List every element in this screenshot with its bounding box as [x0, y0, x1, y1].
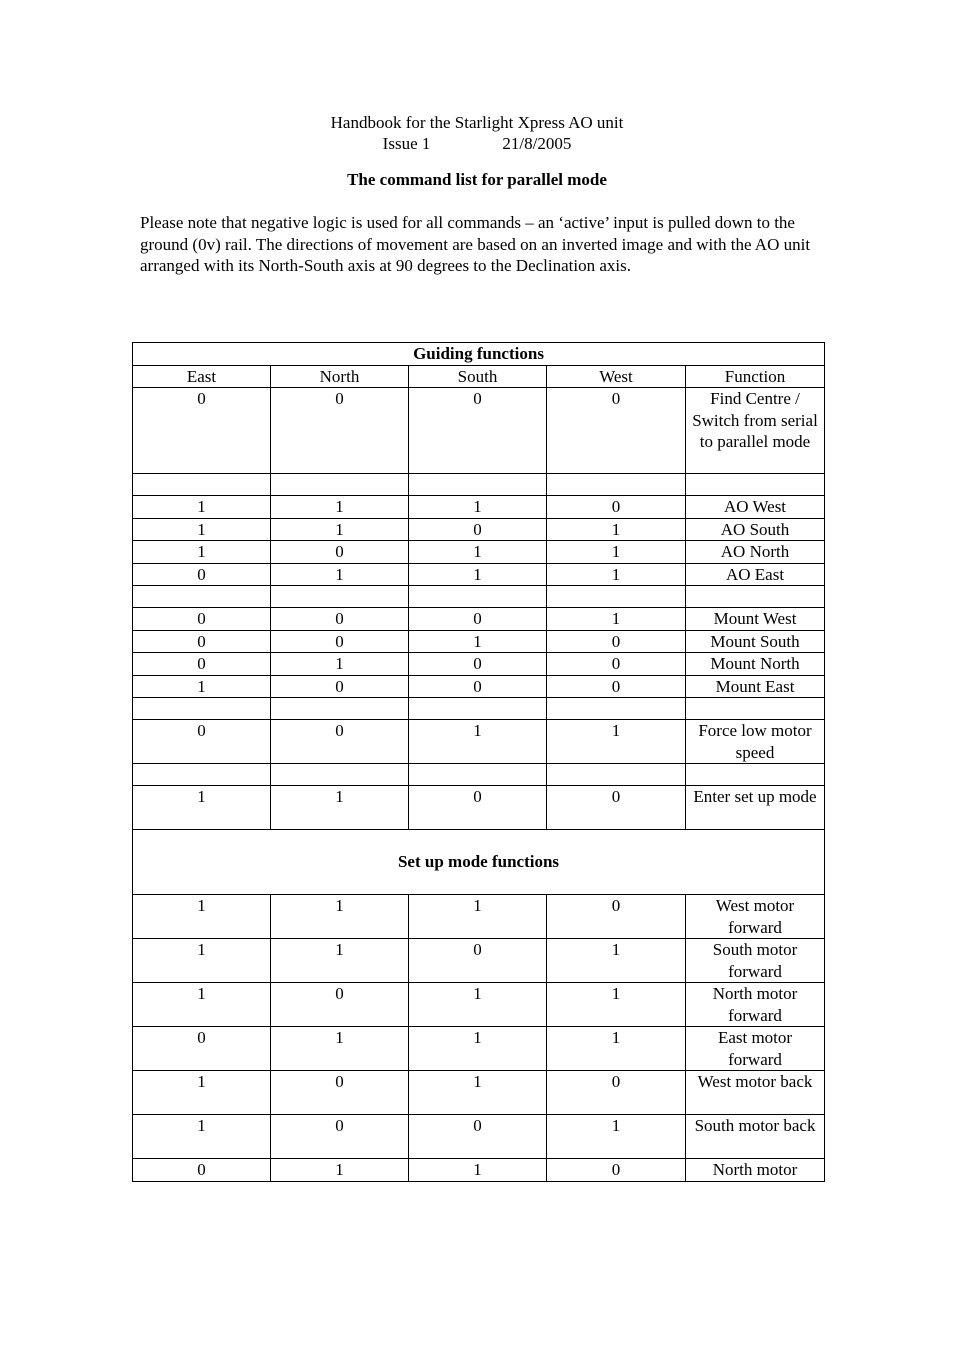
cell-south: 0 — [409, 388, 547, 474]
cell-south: 0 — [409, 786, 547, 830]
table-row — [133, 653, 825, 676]
cell-function: Mount East — [686, 675, 825, 698]
issue-date: 21/8/2005 — [502, 134, 572, 153]
cell-east: 0 — [133, 720, 271, 764]
cell-west — [547, 586, 686, 608]
cell-south: 1 — [409, 541, 547, 564]
column-header-south: South — [409, 365, 547, 388]
cell-east — [133, 586, 271, 608]
table-row — [133, 983, 825, 1027]
setup-functions-title: Set up mode functions — [133, 830, 825, 895]
issue-line — [0, 134, 954, 154]
cell-function: Find Centre / Switch from serial to parallel mode — [686, 388, 825, 474]
cell-function: North motor — [686, 1159, 825, 1182]
cell-north: 1 — [271, 496, 409, 519]
cell-west: 1 — [547, 1115, 686, 1159]
table-row — [133, 675, 825, 698]
cell-east: 0 — [133, 563, 271, 586]
column-header-function: Function — [686, 365, 825, 388]
cell-east — [133, 474, 271, 496]
table-row — [133, 1027, 825, 1071]
cell-north: 0 — [271, 388, 409, 474]
cell-west — [547, 764, 686, 786]
cell-east: 1 — [133, 983, 271, 1027]
cell-north: 0 — [271, 720, 409, 764]
cell-function: West motor back — [686, 1071, 825, 1115]
cell-north: 1 — [271, 1159, 409, 1182]
document-title: Handbook for the Starlight Xpress AO unit — [330, 113, 624, 132]
cell-east: 0 — [133, 608, 271, 631]
cell-function: Force low motor speed — [686, 720, 825, 764]
cell-north: 1 — [271, 939, 409, 983]
cell-south: 0 — [409, 1115, 547, 1159]
cell-east: 1 — [133, 1115, 271, 1159]
cell-north — [271, 764, 409, 786]
cell-east: 0 — [133, 630, 271, 653]
cell-east: 0 — [133, 388, 271, 474]
cell-function: Mount South — [686, 630, 825, 653]
cell-south: 1 — [409, 630, 547, 653]
column-header-east: East — [133, 365, 271, 388]
cell-south: 0 — [409, 675, 547, 698]
cell-north — [271, 474, 409, 496]
cell-north: 0 — [271, 1071, 409, 1115]
cell-east: 1 — [133, 675, 271, 698]
table-row — [133, 474, 825, 496]
cell-function: South motor back — [686, 1115, 825, 1159]
cell-east: 1 — [133, 541, 271, 564]
cell-function — [686, 698, 825, 720]
header-row — [133, 365, 825, 388]
cell-function: AO West — [686, 496, 825, 519]
cell-east — [133, 698, 271, 720]
cell-function: North motor forward — [686, 983, 825, 1027]
cell-north: 0 — [271, 541, 409, 564]
table-row — [133, 1159, 825, 1182]
cell-function: West motor forward — [686, 895, 825, 939]
cell-west: 0 — [547, 630, 686, 653]
cell-east: 1 — [133, 1071, 271, 1115]
cell-south: 1 — [409, 496, 547, 519]
cell-function: AO South — [686, 518, 825, 541]
cell-function: South motor forward — [686, 939, 825, 983]
cell-south: 1 — [409, 983, 547, 1027]
table-row — [133, 895, 825, 939]
cell-west: 1 — [547, 939, 686, 983]
column-header-west: West — [547, 365, 686, 388]
cell-north — [271, 586, 409, 608]
table-row — [133, 630, 825, 653]
cell-function — [686, 474, 825, 496]
cell-south: 1 — [409, 563, 547, 586]
cell-south: 0 — [409, 608, 547, 631]
guiding-functions-title-row — [133, 343, 825, 366]
cell-west: 0 — [547, 1159, 686, 1182]
table-row — [133, 764, 825, 786]
cell-south: 1 — [409, 1027, 547, 1071]
cell-west: 0 — [547, 786, 686, 830]
cell-function — [686, 586, 825, 608]
cell-east — [133, 764, 271, 786]
cell-function — [686, 764, 825, 786]
cell-west: 0 — [547, 895, 686, 939]
cell-north: 0 — [271, 983, 409, 1027]
cell-north: 0 — [271, 675, 409, 698]
table-row — [133, 586, 825, 608]
cell-south: 0 — [409, 653, 547, 676]
cell-west: 0 — [547, 653, 686, 676]
cell-function: Mount West — [686, 608, 825, 631]
cell-west: 1 — [547, 720, 686, 764]
cell-west — [547, 698, 686, 720]
cell-north: 1 — [271, 895, 409, 939]
cell-south: 1 — [409, 1159, 547, 1182]
table-row — [133, 518, 825, 541]
guiding-functions-title: Guiding functions — [133, 343, 825, 366]
command-table — [132, 342, 825, 1182]
section-heading: The command list for parallel mode — [347, 170, 607, 189]
table-row — [133, 388, 825, 474]
cell-south: 0 — [409, 518, 547, 541]
cell-function: Mount North — [686, 653, 825, 676]
table-row — [133, 1071, 825, 1115]
cell-south: 1 — [409, 895, 547, 939]
cell-south: 0 — [409, 939, 547, 983]
table-row — [133, 698, 825, 720]
table-row — [133, 939, 825, 983]
cell-west: 0 — [547, 1071, 686, 1115]
table-row — [133, 496, 825, 519]
table-row — [133, 608, 825, 631]
cell-north: 1 — [271, 563, 409, 586]
cell-south — [409, 698, 547, 720]
cell-north: 0 — [271, 608, 409, 631]
cell-north: 1 — [271, 518, 409, 541]
column-header-north: North — [271, 365, 409, 388]
cell-south — [409, 764, 547, 786]
cell-west: 1 — [547, 518, 686, 541]
cell-east: 0 — [133, 1027, 271, 1071]
cell-west: 0 — [547, 675, 686, 698]
cell-south — [409, 474, 547, 496]
table-row — [133, 563, 825, 586]
cell-west: 1 — [547, 563, 686, 586]
cell-north: 0 — [271, 1115, 409, 1159]
cell-north — [271, 698, 409, 720]
cell-south — [409, 586, 547, 608]
table-row — [133, 786, 825, 830]
cell-function: AO North — [686, 541, 825, 564]
cell-west — [547, 474, 686, 496]
cell-function: East motor forward — [686, 1027, 825, 1071]
cell-east: 0 — [133, 653, 271, 676]
cell-north: 1 — [271, 786, 409, 830]
cell-south: 1 — [409, 1071, 547, 1115]
cell-east: 1 — [133, 939, 271, 983]
intro-paragraph: Please note that negative logic is used for all commands – an ‘active’ input is pulled down to the ground (0v) rail. The directions of movement are based on an inverted image and with the AO unit arranged with its North-South axis at 90 degrees to the Declination axis. — [140, 213, 811, 275]
cell-north: 1 — [271, 1027, 409, 1071]
cell-east: 1 — [133, 786, 271, 830]
cell-function: AO East — [686, 563, 825, 586]
issue-number: Issue 1 — [382, 134, 431, 153]
cell-west: 1 — [547, 608, 686, 631]
setup-functions-title-row — [133, 830, 825, 895]
table-row — [133, 541, 825, 564]
table-row — [133, 1115, 825, 1159]
cell-north: 0 — [271, 630, 409, 653]
cell-function: Enter set up mode — [686, 786, 825, 830]
cell-west: 0 — [547, 496, 686, 519]
cell-north: 1 — [271, 653, 409, 676]
cell-west: 0 — [547, 388, 686, 474]
cell-east: 0 — [133, 1159, 271, 1182]
cell-west: 1 — [547, 541, 686, 564]
cell-east: 1 — [133, 895, 271, 939]
table-row — [133, 720, 825, 764]
cell-east: 1 — [133, 518, 271, 541]
cell-west: 1 — [547, 1027, 686, 1071]
cell-east: 1 — [133, 496, 271, 519]
cell-west: 1 — [547, 983, 686, 1027]
cell-south: 1 — [409, 720, 547, 764]
